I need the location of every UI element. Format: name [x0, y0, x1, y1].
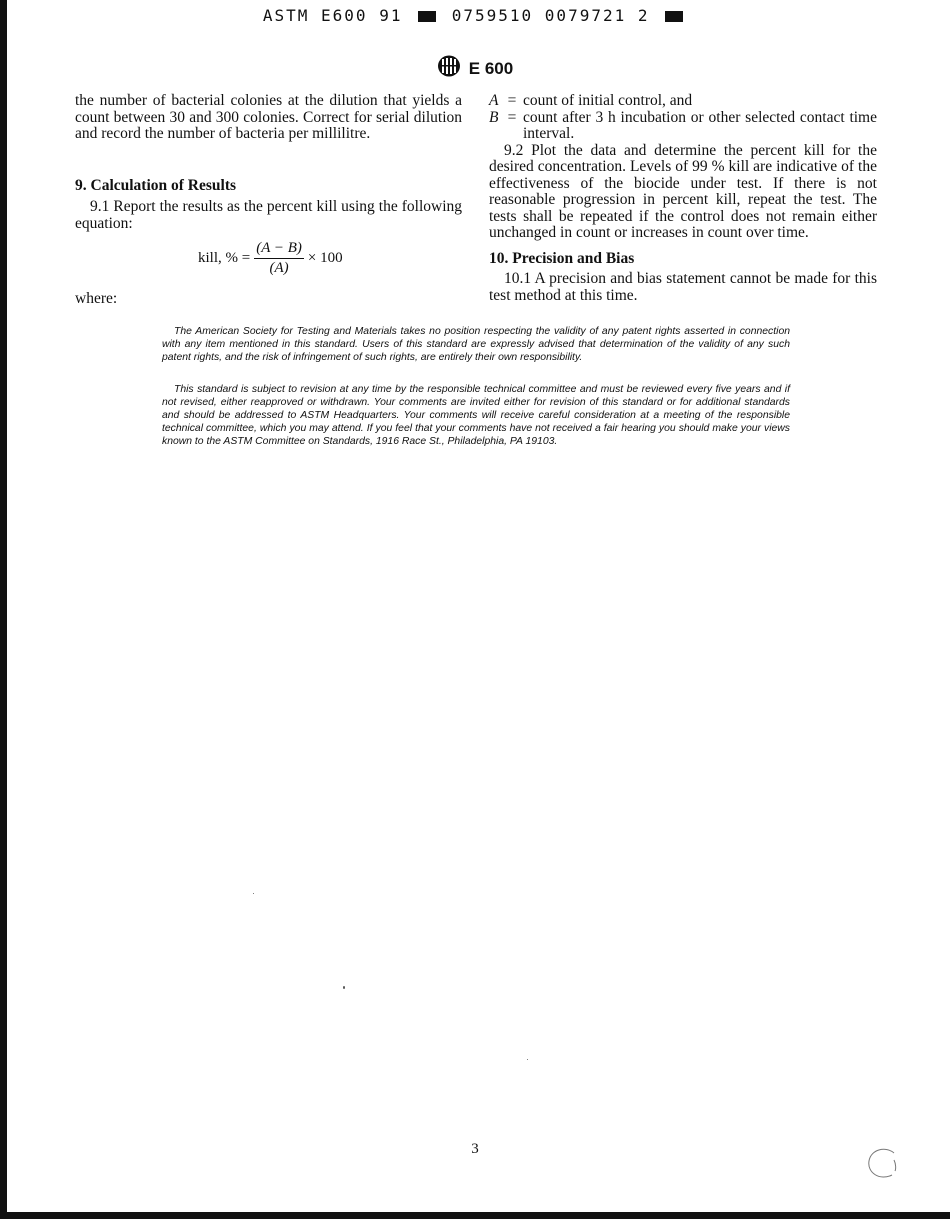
- equation-fraction: [254, 240, 304, 277]
- paragraph-9-2: 9.2 Plot the data and determine the percent kill for the desired concentration. Levels of 99 % kill are indicative of the effectiveness of the biocide under test. If there is not reasonable progression in percent kill, repeat the test. The tests shall be repeated if the control does not remain either unchanged in count or increases in count over time.: [489, 141, 877, 241]
- equation-rhs: × 100: [307, 250, 343, 266]
- equation-numerator: (A − B): [254, 240, 304, 259]
- code-block-mark: [418, 11, 436, 22]
- equation-lhs: kill, % =: [198, 250, 251, 266]
- section-9-heading: 9. Calculation of Results: [75, 176, 237, 194]
- variable-definitions: [489, 93, 877, 143]
- where-label: where:: [75, 290, 118, 307]
- patent-notice-text: The American Society for Testing and Materials takes no position respecting the validity of any patent rights asserted in connection with any item mentioned in this standard. Users of this standard are expressly advised that determination of the validity of any such patent rights, and the risk of infringement of such rights, are entirely their own responsibility.: [162, 326, 790, 363]
- definition-a: [489, 93, 877, 110]
- definition-eq: =: [507, 108, 517, 126]
- definition-b: [489, 110, 877, 143]
- code-line-part1: ASTM E600 91: [262, 6, 403, 25]
- kill-percent-equation: [198, 240, 343, 277]
- code-block-mark: [665, 11, 683, 22]
- standard-designation: E 600: [468, 58, 514, 78]
- definition-text: count after 3 h incubation or other selected contact time interval.: [523, 108, 877, 142]
- continued-paragraph: the number of bacterial colonies at the dilution that yields a count between 30 and 300 colonies. Correct for serial dilution and record the number of bacteria per millilitre.: [75, 92, 462, 142]
- revision-notice: [162, 383, 790, 448]
- patent-notice: [162, 325, 790, 364]
- paragraph-10-1: 10.1 A precision and bias statement cannot be made for this test method at this time.: [489, 270, 877, 304]
- document-code-line: [0, 6, 950, 25]
- code-line-part2: 0759510 0079721 2: [451, 6, 650, 25]
- paragraph-9-1: 9.1 Report the results as the percent kill using the following equation:: [75, 198, 462, 232]
- scan-speck: [527, 1059, 528, 1060]
- scan-border-bottom: [0, 1212, 950, 1219]
- punch-hole-mark: [866, 1147, 898, 1186]
- page-number: 3: [471, 1141, 479, 1157]
- definition-text: count of initial control, and: [523, 92, 693, 109]
- equation-denominator: (A): [269, 260, 289, 276]
- section-10-heading: 10. Precision and Bias: [489, 249, 635, 267]
- definition-eq: =: [507, 92, 517, 109]
- scan-speck: [343, 986, 345, 989]
- definition-var: B: [489, 108, 499, 126]
- right-column: [489, 93, 877, 304]
- scan-border-left: [0, 0, 7, 1219]
- astm-logo-icon: [437, 55, 461, 82]
- page-header: [0, 55, 950, 82]
- definition-var: A: [489, 92, 499, 109]
- scan-speck: [253, 893, 254, 894]
- revision-notice-text: This standard is subject to revision at any time by the responsible technical committee and must be reviewed every five years and if not revised, either reapproved or withdrawn. Your comments are invited either for revision of this standard or for additional standards and should be addressed to ASTM Headquarters. Your comments will receive careful consideration at a meeting of the responsible technical committee, which you may attend. If you feel that your comments have not received a fair hearing you should make your views known to the ASTM Committee on Standards, 1916 Race St., Philadelphia, PA 19103.: [162, 384, 790, 447]
- left-column: [75, 93, 462, 232]
